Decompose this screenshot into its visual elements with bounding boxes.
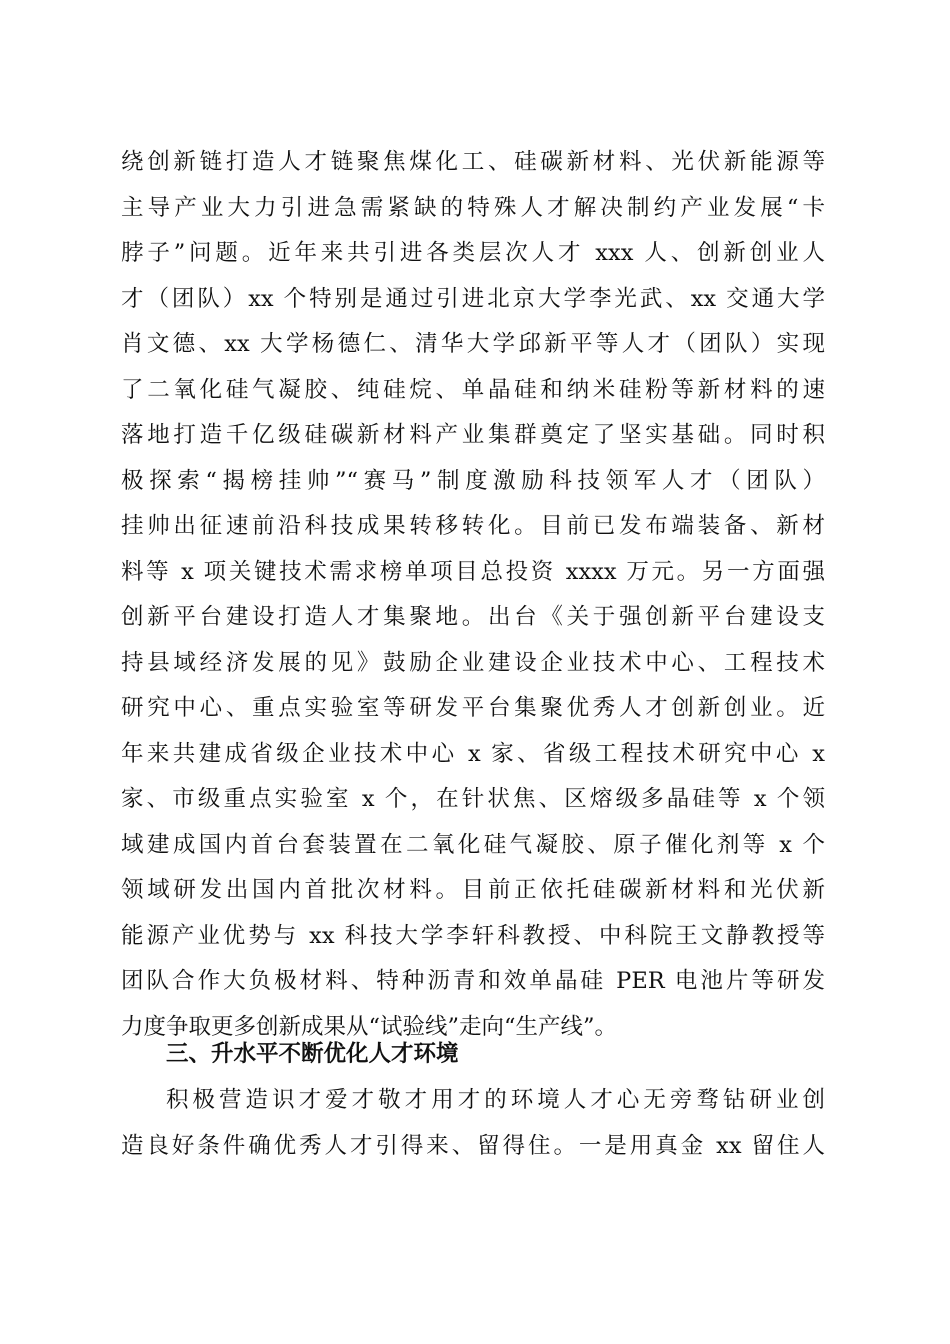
text-line: 了二氧化硅气凝胶、纯硅烷、单晶硅和纳米硅粉等新材料的速 <box>121 376 825 403</box>
text-line: 极探索“揭榜挂帅”“赛马”制度激励科技领军人才（团队） <box>121 467 825 494</box>
text-line: 能源产业优势与 xx 科技大学李轩科教授、中科院王文静教授等 <box>121 922 825 949</box>
text-line: 持县域经济发展的见》鼓励企业建设企业技术中心、工程技术 <box>121 649 825 676</box>
text-line: 力度争取更多创新成果从“试验线”走向“生产线”。 <box>121 1013 618 1040</box>
text-line: 造良好条件确优秀人才引得来、留得住。一是用真金 xx 留住人 <box>121 1132 825 1159</box>
text-line: 家、市级重点实验室 x 个，在针状焦、区熔级多晶硅等 x 个领 <box>121 786 825 812</box>
text-line: 绕创新链打造人才链聚焦煤化工、硅碳新材料、光伏新能源等 <box>121 149 825 175</box>
text-line: 研究中心、重点实验室等研发平台集聚优秀人才创新创业。近 <box>121 695 825 721</box>
text-line: 才（团队）xx 个特别是通过引进北京大学李光武、xx 交通大学 <box>121 285 825 312</box>
text-line: 领域研发出国内首批次材料。目前正依托硅碳新材料和光伏新 <box>121 877 825 903</box>
text-line: 积极营造识才爱才敬才用才的环境人才心无旁骛钻研业创 <box>166 1087 825 1113</box>
text-line: 挂帅出征速前沿科技成果转移转化。目前已发布端装备、新材 <box>121 513 825 539</box>
text-line: 团队合作大负极材料、特种沥青和效单晶硅 PER 电池片等研发 <box>121 968 825 994</box>
text-line: 料等 x 项关键技术需求榜单项目总投资 xxxx 万元。另一方面强 <box>121 558 825 585</box>
section-heading: 三、升水平不断优化人才环境 <box>166 1041 459 1067</box>
text-line: 域建成国内首台套装置在二氧化硅气凝胶、原子催化剂等 x 个 <box>121 831 825 858</box>
text-line: 主导产业大力引进急需紧缺的特殊人才解决制约产业发展“卡 <box>121 194 825 221</box>
text-line: 脖子”问题。近年来共引进各类层次人才 xxx 人、创新创业人 <box>121 240 825 266</box>
text-line: 肖文德、xx 大学杨德仁、清华大学邱新平等人才（团队）实现 <box>121 331 825 357</box>
text-line: 年来共建成省级企业技术中心 x 家、省级工程技术研究中心 x <box>121 740 825 767</box>
text-line: 落地打造千亿级硅碳新材料产业集群奠定了坚实基础。同时积 <box>121 422 825 448</box>
text-line: 创新平台建设打造人才集聚地。出台《关于强创新平台建设支 <box>121 604 825 630</box>
